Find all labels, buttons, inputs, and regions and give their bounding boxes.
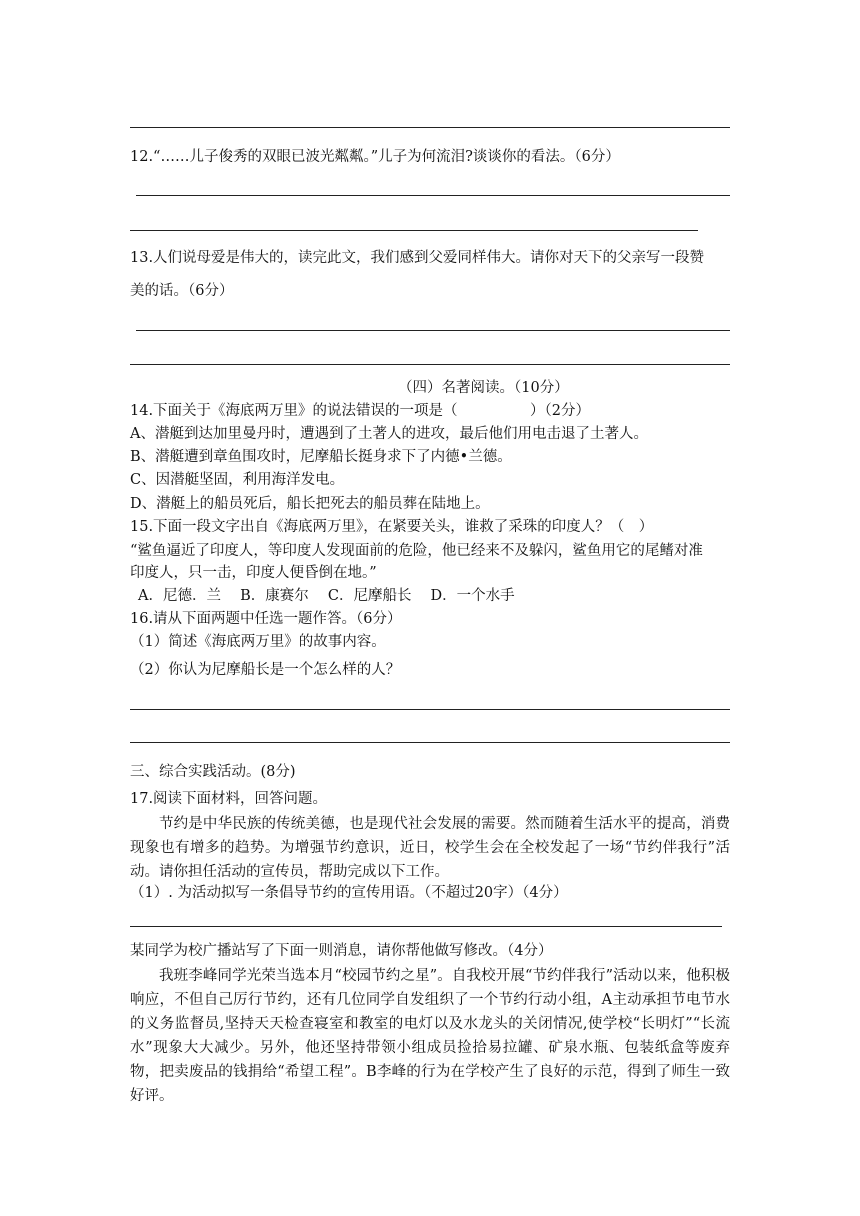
question-17: 17.阅读下面材料，回答问题。 <box>130 791 328 807</box>
answer-line <box>130 127 730 128</box>
question-13-line-2: 美的话。（6分） <box>130 283 234 299</box>
question-16-option-2: （2）你认为尼摩船长是一个怎么样的人？ <box>130 662 401 678</box>
question-17-news-passage: 我班李峰同学光荣当选本月“校园节约之星”。自我校开展“节约伴我行”活动以来，他积极响应，不但自己厉行节约，还有几位同学自发组织了一个节约行动小组，A主动承担节电节水的义务监督员,坚持天天检查寝室和教室的电灯以及水龙头的关闭情况,使学校“长明灯”“长流水”现象大大减少。另外，他还坚持带领小组成员捡拾易拉罐、矿泉水瓶、包装纸盒等废弃物，把卖废品的钱捐给“希望工程”。B李峰的行为在学校产生了良好的示范，得到了师生一致好评。 <box>130 968 730 1104</box>
section-heading-3: 三、综合实践活动。(8分) <box>130 764 296 780</box>
question-12: 12.“……儿子俊秀的双眼已波光粼粼。”儿子为何流泪?谈谈你的看法。（6分） <box>130 149 620 165</box>
question-17-material: 节约是中华民族的传统美德，也是现代社会发展的需要。然而随着生活水平的提高，消费现象也有增多的趋势。为增强节约意识，近日，校学生会在全校发起了一场“节约伴我行”活动。请你担任活动的宣传员，帮助完成以下工作。 <box>130 816 730 880</box>
question-15-options: A．尼德．兰 B．康赛尔 C．尼摩船长 D．一个水手 <box>138 588 515 604</box>
question-14-option-a: A、潜艇到达加里曼丹时，遭遇到了土著人的进攻，最后他们用电击退了土著人。 <box>130 426 648 442</box>
answer-line <box>130 709 730 710</box>
question-16-option-1: （1）简述《海底两万里》的故事内容。 <box>130 634 386 650</box>
answer-line <box>130 926 722 927</box>
question-14-option-b: B、潜艇遭到章鱼围攻时，尼摩船长挺身求下了内德•兰德。 <box>130 449 512 465</box>
question-15-quote-line-2: 印度人，只一击，印度人便昏倒在地。” <box>130 565 377 581</box>
question-14-option-c: C、因潜艇坚固，利用海洋发电。 <box>130 472 345 488</box>
question-15-quote-line-1: “鲨鱼逼近了印度人，等印度人发现面前的危险，他已经来不及躲闪，鲨鱼用它的尾鳍对准 <box>130 543 703 559</box>
question-14: 14.下面关于《海底两万里》的说法错误的一项是（ ）（2分） <box>130 403 591 419</box>
answer-line <box>130 364 730 365</box>
question-17-part-2-intro: 某同学为校广播站写了下面一则消息，请你帮他做写修改。（4分） <box>130 943 553 959</box>
answer-line <box>130 230 698 231</box>
question-14-option-d: D、潜艇上的船员死后，船长把死去的船员葬在陆地上。 <box>130 496 490 512</box>
section-heading-4: （四）名著阅读。（10分） <box>398 380 569 396</box>
question-13-line-1: 13.人们说母爱是伟大的，读完此文，我们感到父爱同样伟大。请你对天下的父亲写一段赞 <box>130 250 705 266</box>
answer-line <box>130 742 730 743</box>
question-17-part-1: （1）. 为活动拟写一条倡导节约的宣传用语。（不超过20字）（4分） <box>130 885 568 901</box>
question-15: 15.下面一段文字出自《海底两万里》，在紧要关头，谁救了采珠的印度人？（ ） <box>130 519 654 535</box>
answer-line <box>136 330 730 331</box>
answer-line <box>136 195 730 196</box>
question-16: 16.请从下面两题中任选一题作答。（6分） <box>130 611 402 627</box>
